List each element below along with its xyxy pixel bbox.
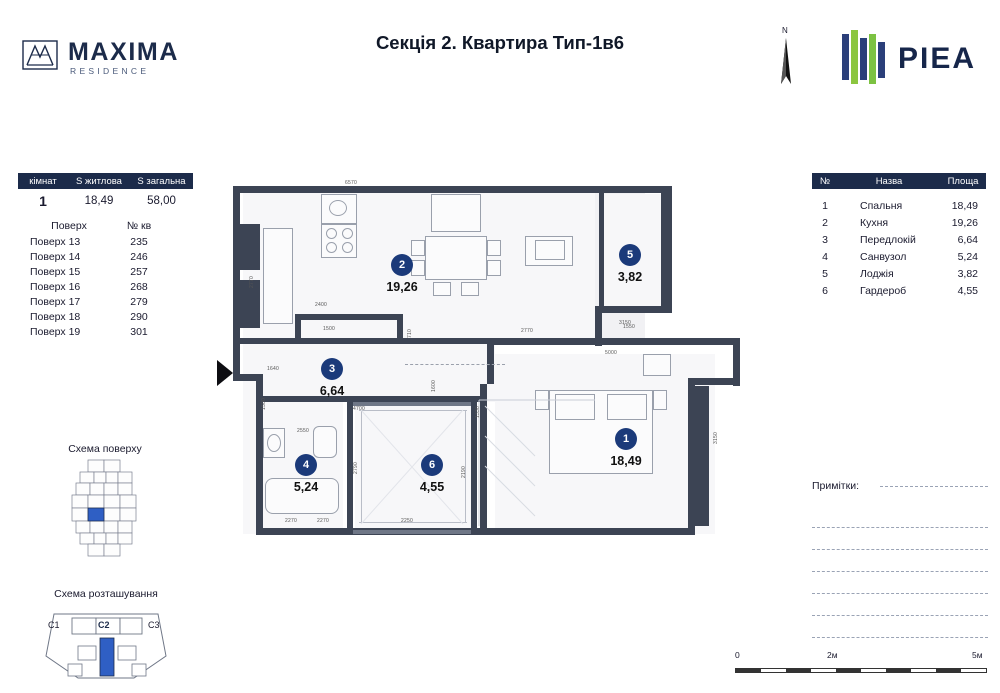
notes-line[interactable] [812,506,988,528]
dimension-label: 2790 [353,462,359,474]
location-section-c1: C1 [48,620,60,630]
notes-line[interactable] [812,616,988,638]
room-number: 3 [822,233,828,246]
room-area-6: 4,55 [419,480,445,494]
room-name: Передлокій [860,233,916,246]
room-area: 3,82 [957,267,978,280]
hob-burner [342,242,353,253]
dimension-label: 1550 [623,324,635,330]
dimension-label: 2770 [249,276,255,288]
scale-tick-0: 0 [735,650,740,660]
floor-apt: 246 [130,251,148,263]
table-row [30,280,180,295]
summary-living-value: 18,49 [84,195,114,207]
room-number: 2 [822,216,828,229]
room-marker-3[interactable]: 3 [321,358,343,380]
room-area-1: 18,49 [610,454,642,468]
table-row [30,235,180,250]
notes-line[interactable] [880,486,988,487]
entrance-arrow-icon [217,360,233,386]
dining-chair [461,282,479,296]
room-area-3: 6,64 [319,384,345,398]
table-row [812,248,986,265]
floors-table-header [30,220,180,235]
armchair [643,354,671,376]
dining-chair [411,240,425,256]
rooms-header-number: № [819,175,831,187]
dimension-label: 2190 [461,466,467,478]
summary-table-header [18,173,193,189]
room-area: 5,24 [957,250,978,263]
north-arrow-icon [770,28,804,90]
floors-table [30,220,180,340]
dining-chair [487,240,501,256]
dimension-label: 2270 [317,518,329,524]
floor-scheme-title: Схема поверху [68,443,142,455]
room-marker-5[interactable]: 5 [619,244,641,266]
table-row [30,265,180,280]
floor-name: Поверх 18 [30,311,81,323]
summary-header-rooms: кімнат [29,175,57,187]
floor-name: Поверх 16 [30,281,81,293]
dimension-label: 3150 [619,320,631,326]
room-number: 1 [822,199,828,212]
kitchen-counter [263,228,293,324]
room-area: 18,49 [951,199,978,212]
dimension-label: 1500 [323,326,335,332]
summary-total-value: 58,00 [147,195,176,207]
room-area: 6,64 [957,233,978,246]
scale-tick-5m: 5м [972,650,983,660]
table-row [812,231,986,248]
notes-line[interactable] [812,528,988,550]
riea-logo-name: РІЕА [898,42,977,75]
notes-section [812,480,988,638]
location-scheme-diagram[interactable] [38,604,174,684]
floor-plan[interactable] [225,178,765,556]
floors-header-apt: № кв [126,220,152,232]
location-section-c2: C2 [98,620,110,630]
room-name: Спальня [860,199,903,212]
summary-table-row [18,189,193,213]
dimension-label: 2770 [521,328,533,334]
room-name: Лоджія [860,267,894,280]
floor-apt: 290 [130,311,148,323]
room-area: 4,55 [957,284,978,297]
hall-floor [243,342,495,402]
maxima-logo-sub: RESIDENCE [70,66,150,76]
hob-burner [326,242,337,253]
wardrobe-interior-icon [355,404,471,530]
table-row [30,325,180,340]
table-row [30,310,180,325]
dimension-label: 2270 [285,518,297,524]
notes-line[interactable] [812,572,988,594]
room-name: Санвузол [860,250,907,263]
table-row [812,197,986,214]
summary-header-total: S загальна [137,175,186,187]
summary-rooms-value: 1 [39,193,47,209]
kitchen-sink-bowl [329,200,347,216]
dimension-label: 1500 [261,398,267,410]
dining-table-top [431,194,481,232]
riea-bars-icon [838,28,894,90]
summary-table [18,173,193,213]
floor-name: Поверх 15 [30,266,81,278]
table-row [812,214,986,231]
room-name: Кухня [860,216,889,229]
maxima-monogram-icon [22,40,58,70]
dimension-label: 1640 [267,366,279,372]
toilet [313,426,337,458]
dimension-label: 6570 [345,180,357,186]
floor-apt: 301 [130,326,148,338]
room-number: 6 [822,284,828,297]
location-section-c3: C3 [148,620,160,630]
floor-name: Поверх 17 [30,296,81,308]
notes-label: Примітки: [812,480,859,492]
floor-name: Поверх 19 [30,326,81,338]
notes-line[interactable] [812,594,988,616]
page-title: Секція 2. Квартира Тип-1в6 [375,32,625,53]
floor-name: Поверх 13 [30,236,81,248]
room-area: 19,26 [951,216,978,229]
dimension-label: 1330 [475,406,481,418]
table-row [812,282,986,299]
dimension-label: 5000 [605,350,617,356]
dimension-label: 1600 [431,380,437,392]
maxima-logo-name: MAXIMA [68,38,179,66]
room-number: 4 [822,250,828,263]
dimension-label: 4700 [353,406,365,412]
table-row [812,265,986,282]
room-marker-1[interactable]: 1 [615,428,637,450]
table-row [30,250,180,265]
floor-apt: 268 [130,281,148,293]
dimension-label: 3150 [713,432,719,444]
room-marker-2[interactable]: 2 [391,254,413,276]
floor-apt: 257 [130,266,148,278]
sofa-cushion [535,240,565,260]
nightstand [653,390,667,410]
dining-chair [487,260,501,276]
scale-bar-track [735,668,987,673]
summary-header-living: S житлова [76,175,122,187]
hob-burner [326,228,337,239]
room-area-2: 19,26 [386,280,418,294]
rooms-header-area: Площа [947,175,979,187]
hob-burner [342,228,353,239]
floor-name: Поверх 14 [30,251,81,263]
dimension-label: 2550 [297,428,309,434]
location-scheme-title: Схема розташування [54,588,158,600]
rooms-header-name: Назва [875,175,903,187]
rooms-table [812,173,986,299]
dimension-label: 710 [407,329,413,338]
dining-chair [433,282,451,296]
room-area-5: 3,82 [617,270,643,284]
scale-bar [735,650,987,682]
rooms-table-header [812,173,986,189]
washbasin-bowl [267,434,281,452]
dining-table [425,236,487,280]
notes-line[interactable] [812,550,988,572]
room-name: Гардероб [860,284,907,297]
floors-header-floor: Поверх [51,220,87,232]
room-marker-6[interactable]: 6 [421,454,443,476]
north-label: N [782,26,788,35]
dimension-label: 2250 [401,518,413,524]
room-number: 5 [822,267,828,280]
room-area-4: 5,24 [293,480,319,494]
dining-chair [411,260,425,276]
floor-scheme-diagram[interactable] [58,458,154,558]
riea-logo [838,28,986,90]
maxima-logo [22,36,212,88]
floor-apt: 235 [130,236,148,248]
floor-apt: 279 [130,296,148,308]
room-marker-4[interactable]: 4 [295,454,317,476]
dimension-label: 2400 [315,302,327,308]
scale-tick-2m: 2м [827,650,838,660]
table-row [30,295,180,310]
